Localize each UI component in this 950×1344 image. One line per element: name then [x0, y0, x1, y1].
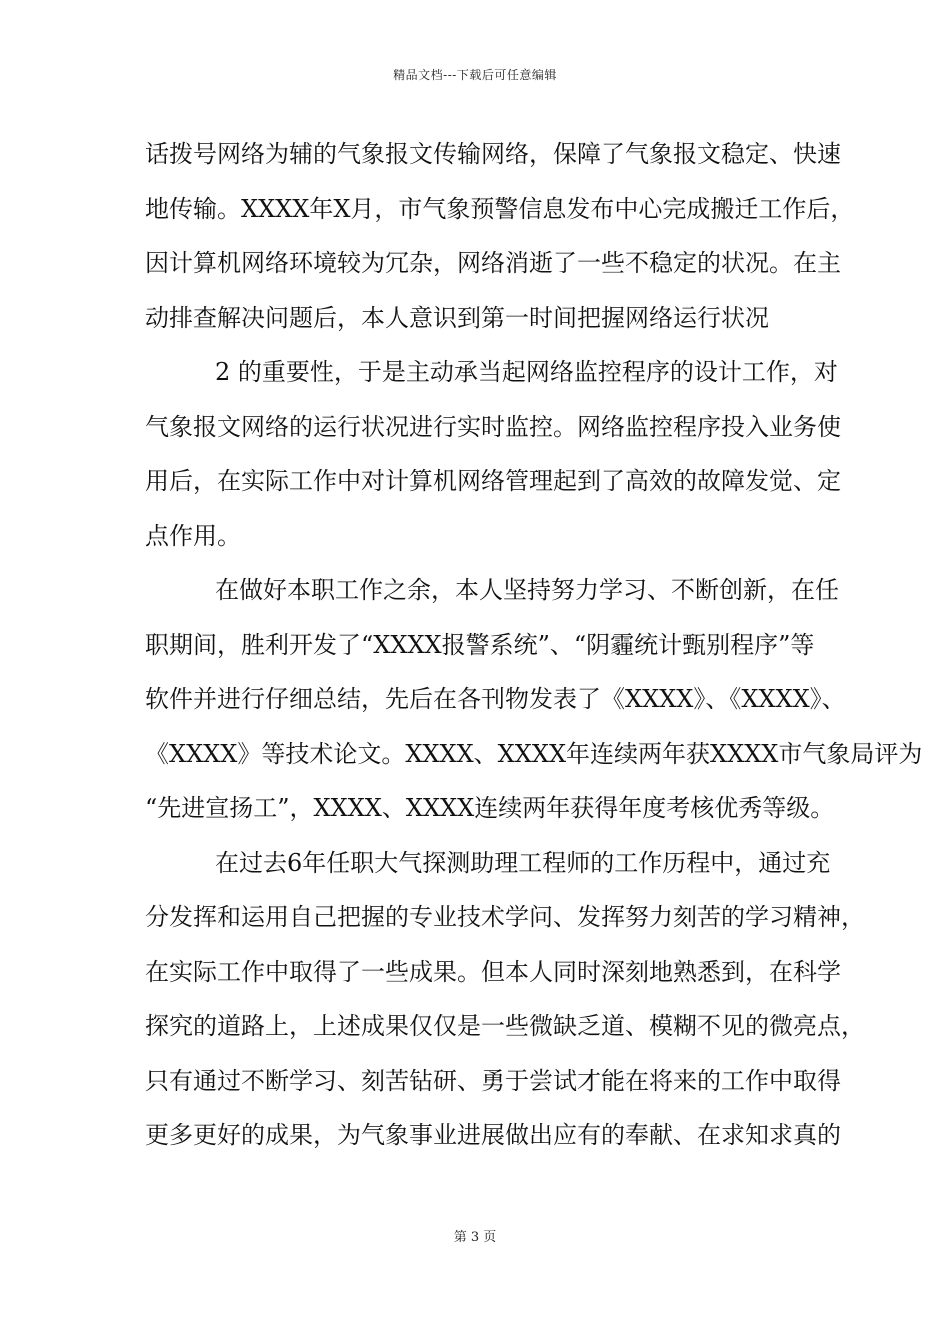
text-line: 《XXXX》等技术论文。XXXX、XXXX年连续两年获XXXX市气象局评为 — [145, 739, 923, 768]
text-line: 软件并进行仔细总结，先后在各刊物发表了《XXXX》、《XXXX》、 — [145, 685, 846, 713]
paragraph-start-line: 在过去6年任职大气探测助理工程师的工作历程中，通过充 — [215, 848, 831, 877]
text-line: 地传输。XXXX年X月，市气象预警信息发布中心完成搬迁工作后， — [145, 194, 855, 223]
text-line: 话拨号网络为辅的气象报文传输网络，保障了气象报文稳定、快速 — [145, 140, 841, 168]
paragraph-start-line: 2 的重要性，于是主动承当起网络监控程序的设计工作，对 — [215, 358, 838, 386]
text-line: 动排查解决问题后，本人意识到第一时间把握网络运行状况 — [145, 303, 769, 332]
text-line: 探究的道路上，上述成果仅仅是一些微缺乏道、模糊不见的微亮点， — [145, 1012, 865, 1040]
text-line: “先进宣扬工”，XXXX、XXXX连续两年获得年度考核优秀等级。 — [145, 794, 835, 822]
text-line: 用后，在实际工作中对计算机网络管理起到了高效的故障发觉、定 — [145, 467, 841, 495]
text-line: 因计算机网络环境较为冗杂，网络消逝了一些不稳定的状况。在主 — [145, 249, 841, 277]
paragraph-start-line: 在做好本职工作之余，本人坚持努力学习、不断创新，在任 — [215, 576, 839, 604]
text-line: 点作用。 — [145, 521, 241, 550]
text-line: 气象报文网络的运行状况进行实时监控。网络监控程序投入业务使 — [145, 412, 841, 441]
text-line: 职期间，胜利开发了“XXXX报警系统”、“阴霾统计甄别程序”等 — [145, 630, 815, 659]
page-number: 第 3 页 — [453, 1230, 497, 1245]
page-header: 精品文档---下载后可任意编辑 — [393, 68, 557, 82]
text-line: 更多更好的成果，为气象事业进展做出应有的奉献、在求知求真的 — [145, 1121, 841, 1149]
text-line: 分发挥和运用自己把握的专业技术学问、发挥努力刻苦的学习精神， — [145, 903, 865, 931]
document-body — [145, 127, 923, 1163]
text-line: 只有通过不断学习、刻苦钻研、勇于尝试才能在将来的工作中取得 — [145, 1066, 841, 1095]
text-line: 在实际工作中取得了一些成果。但本人同时深刻地熟悉到，在科学 — [145, 957, 841, 986]
